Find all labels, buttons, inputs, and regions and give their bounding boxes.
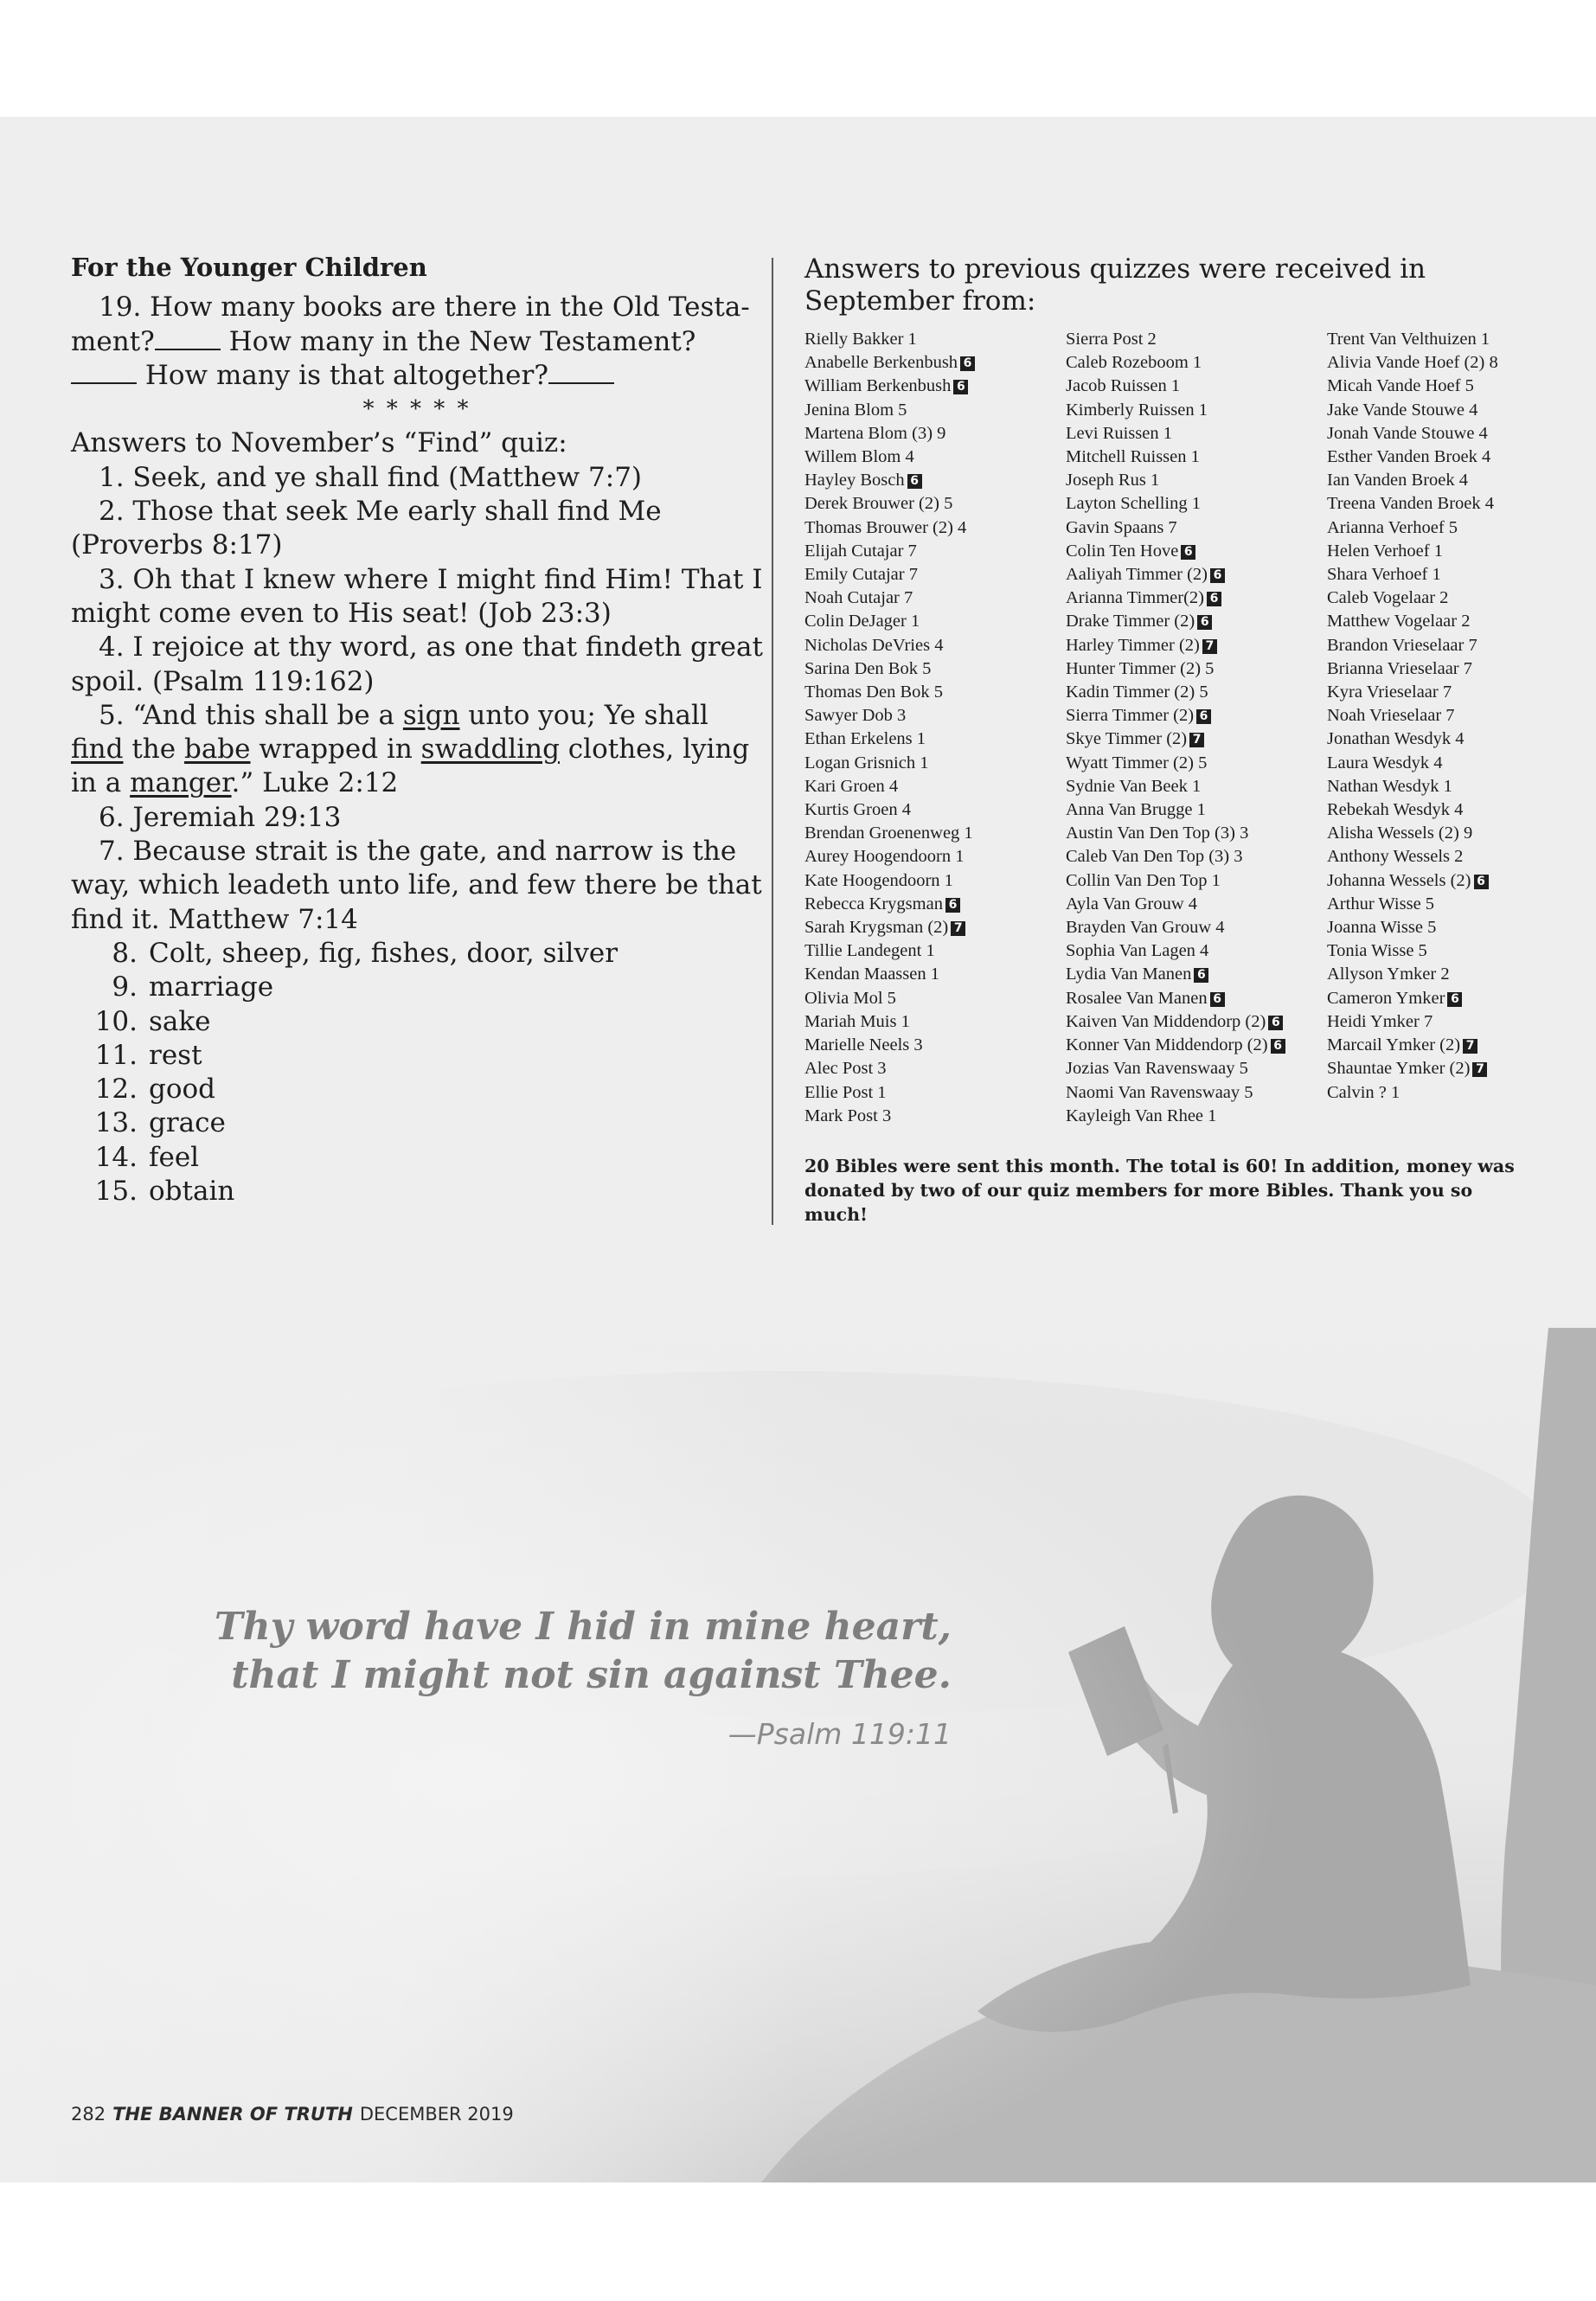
answer-5-text: wrapped in [250,734,421,766]
participant-name: Shara Verhoef 1 [1327,565,1441,585]
name-entry [1327,657,1535,681]
find-answer-7: 7. Because strait is the gate, and narrow is the way, which leadeth unto life, and few there be that find it. Matthew 7:14 [71,836,762,935]
answer-text: sake [149,1005,211,1037]
name-entry [804,657,1066,681]
count-badge: 6 [1207,592,1221,606]
participant-name: Esther Vanden Broek 4 [1327,447,1491,467]
participant-name: Drake Timmer (2) [1066,612,1195,631]
question-19-part-b: How many in the New Testament? [220,325,696,357]
name-entry [1066,893,1327,916]
participant-name: Matthew Vogelaar 2 [1327,612,1471,631]
name-entry [1327,939,1535,963]
participant-name: Elijah Cutajar 7 [804,541,917,561]
names-column-3 [1327,328,1535,1128]
name-entry [1327,399,1535,422]
underlined-word: find [71,734,124,766]
name-entry [1327,1034,1535,1057]
participant-name: Skye Timmer (2) [1066,729,1188,749]
page-number: 282 [71,2104,106,2125]
name-entry [1327,445,1535,469]
participant-name: Thomas Den Bok 5 [804,683,943,702]
answer-number: 11. [94,1039,138,1071]
find-answer-item [71,1005,763,1039]
name-entry [804,681,1066,704]
section-heading: For the Younger Children [71,253,427,282]
name-entry [1066,492,1327,516]
participant-name: Lydia Van Manen [1066,965,1192,984]
name-entry [804,563,1066,586]
name-entry [1327,916,1535,939]
name-entry [804,516,1066,540]
participant-name: Sarina Den Bok 5 [804,658,932,678]
participant-name: Hunter Timmer (2) 5 [1066,658,1215,678]
underlined-word: sign [402,699,460,731]
issue-date: DECEMBER 2019 [359,2104,514,2125]
answer-number: 9. [112,971,138,1003]
participant-name: Layton Schelling 1 [1066,494,1202,514]
name-entry [804,1010,1066,1034]
name-entry [1066,563,1327,586]
count-badge: 6 [907,474,922,489]
participant-name: Marielle Neels 3 [804,1035,923,1055]
name-entry [1327,752,1535,775]
participant-name: Ayla Van Grouw 4 [1066,894,1198,913]
participant-name: Gavin Spaans 7 [1066,517,1177,537]
name-entry [1327,516,1535,540]
participant-name: Jake Vande Stouwe 4 [1327,400,1478,420]
bibles-note: 20 Bibles were sent this month. The total is 60! In addition, money was donated by two of our quiz members for more Bibles. Thank you so much! [804,1155,1515,1225]
participant-name: Kate Hoogendoorn 1 [804,870,953,890]
name-entry [804,586,1066,610]
participant-name: Mariah Muis 1 [804,1011,910,1031]
participant-name: Sawyer Dob 3 [804,706,907,726]
participant-name: Heidi Ymker 7 [1327,1011,1433,1031]
answer-5-text: .” Luke 2:12 [231,767,399,799]
participant-name: Kurtis Groen 4 [804,800,911,820]
participant-name: Alec Post 3 [804,1059,887,1079]
name-entry [1066,704,1327,727]
participant-name: Sierra Post 2 [1066,330,1157,349]
find-answer-2: 2. Those that seek Me early shall find Me (Proverbs 8:17) [71,496,662,561]
participant-name: Kari Groen 4 [804,776,899,796]
participant-name: Caleb Vogelaar 2 [1327,588,1449,608]
answer-5-text: 5. “And this shall be a [99,699,403,731]
name-entry [804,1034,1066,1057]
name-entry [804,1105,1066,1128]
name-entry [1327,704,1535,727]
answer-number: 13. [94,1107,138,1139]
answer-number: 12. [94,1074,138,1106]
participant-name: Jonathan Wesdyk 4 [1327,729,1465,749]
name-entry [804,752,1066,775]
participant-name: Helen Verhoef 1 [1327,541,1443,561]
find-answer-item [71,1073,763,1106]
name-entry [804,822,1066,845]
find-answer-item [71,1141,763,1175]
participant-name: Allyson Ymker 2 [1327,965,1450,984]
name-entry [1327,845,1535,868]
name-entry [804,893,1066,916]
name-entry [804,798,1066,822]
column-divider [772,258,773,1225]
name-entry [804,775,1066,798]
name-entry [1066,681,1327,704]
name-entry [1066,634,1327,657]
answer-blank-3 [548,381,614,384]
name-entry [804,375,1066,398]
participant-name: Logan Grisnich 1 [804,753,929,772]
name-entry [1327,775,1535,798]
participant-name: Sophia Van Lagen 4 [1066,941,1209,961]
section-separator: * * * * * [362,396,471,423]
name-entry [804,987,1066,1010]
participant-name: Ethan Erkelens 1 [804,729,926,749]
name-entry [1066,775,1327,798]
younger-children-section [71,251,763,1208]
answer-text: grace [149,1107,226,1139]
find-answer-item [71,1039,763,1073]
count-badge: 6 [953,380,968,394]
name-entry [804,399,1066,422]
find-answers-short-list [71,937,763,1208]
name-entry [804,445,1066,469]
participant-name: Brayden Van Grouw 4 [1066,918,1225,938]
name-entry [1066,752,1327,775]
find-answer-3: 3. Oh that I knew where I might find Him! That I might come even to His seat! (Job 23:3) [71,563,763,629]
participant-name: Wyatt Timmer (2) 5 [1066,753,1208,772]
underlined-word: manger [130,767,232,799]
name-entry [1066,469,1327,492]
question-19 [71,291,763,393]
participant-name: Derek Brouwer (2) 5 [804,494,953,514]
name-entry [1327,727,1535,751]
answer-5-text: unto you; Ye shall [459,699,708,731]
answer-text: rest [149,1039,202,1071]
answer-number: 10. [94,1005,138,1037]
participant-name: Johanna Wessels (2) [1327,870,1471,890]
name-entry [1066,422,1327,445]
find-answer-4: 4. I rejoice at thy word, as one that findeth great spoil. (Psalm 119:162) [71,631,763,697]
name-entry [1327,1010,1535,1034]
name-entry [804,939,1066,963]
name-entry [1327,492,1535,516]
participant-name: Aaliyah Timmer (2) [1066,565,1208,585]
find-answers-list [71,461,763,937]
answer-number: 15. [94,1176,138,1208]
participant-name: Kaiven Van Middendorp (2) [1066,1011,1266,1031]
names-column-1 [804,328,1066,1128]
name-entry [804,540,1066,563]
question-19-part-a: 19. How many books are there in the Old Testa-ment? [71,292,750,357]
name-entry [1066,399,1327,422]
count-badge: 6 [1210,568,1225,583]
name-entry [1066,328,1327,351]
count-badge: 6 [1197,615,1212,630]
name-entry [1066,1010,1327,1034]
name-entry [1066,1081,1327,1105]
name-entry [1066,610,1327,633]
name-entry [1066,586,1327,610]
name-entry [804,963,1066,986]
participant-name: William Berkenbush [804,376,952,396]
participant-name: Tonia Wisse 5 [1327,941,1427,961]
participant-name: Jonah Vande Stouwe 4 [1327,423,1488,443]
name-entry [804,351,1066,375]
participant-name: Arianna Timmer(2) [1066,588,1204,608]
participant-name: Anna Van Brugge 1 [1066,800,1206,820]
count-badge: 7 [1463,1039,1477,1054]
participant-name: Colin DeJager 1 [804,612,920,631]
name-entry [1066,798,1327,822]
participant-name: Noah Vrieselaar 7 [1327,706,1455,726]
participant-name: Kyra Vrieselaar 7 [1327,683,1452,702]
name-entry [1066,375,1327,398]
participant-name: Trent Van Velthuizen 1 [1327,330,1490,349]
participant-name: Calvin ? 1 [1327,1082,1401,1102]
answer-blank-1 [155,348,221,350]
name-entry [1327,681,1535,704]
name-entry [1066,916,1327,939]
name-entry [1327,610,1535,633]
name-entry [804,634,1066,657]
name-entry [1066,963,1327,986]
name-entry [1327,798,1535,822]
participant-name: Arianna Verhoef 5 [1327,517,1458,537]
count-badge: 6 [1474,875,1489,889]
name-entry [1327,375,1535,398]
answer-text: marriage [149,971,274,1003]
underlined-word: babe [183,734,251,766]
count-badge: 7 [951,921,965,936]
count-badge: 6 [1194,968,1208,983]
name-entry [1327,1057,1535,1080]
answer-5-text: the [123,734,184,766]
name-entry [1066,657,1327,681]
name-entry [1327,328,1535,351]
participant-name: Rebekah Wesdyk 4 [1327,800,1464,820]
scripture-quote [215,1603,952,1700]
name-entry [804,727,1066,751]
participant-name: Kadin Timmer (2) 5 [1066,683,1208,702]
participant-name: Rebecca Krygsman [804,894,943,913]
participant-name: Konner Van Middendorp (2) [1066,1035,1268,1055]
participant-name: Kendan Maassen 1 [804,965,939,984]
publication-name: THE BANNER OF TRUTH [112,2104,353,2125]
participant-name: Willem Blom 4 [804,447,914,467]
quote-line-1: Thy word have I hid in mine heart, [214,1605,952,1649]
participant-name: Tillie Landegent 1 [804,941,935,961]
name-entry [1327,1081,1535,1105]
count-badge: 7 [1189,733,1204,747]
participant-name: Laura Wesdyk 4 [1327,753,1443,772]
find-quiz-intro: Answers to November’s “Find” quiz: [71,427,567,459]
name-entry [804,1057,1066,1080]
name-entry [1327,893,1535,916]
answer-text: feel [149,1141,200,1173]
participant-name: Joanna Wisse 5 [1327,918,1437,938]
count-badge: 6 [1447,992,1462,1007]
participant-name: Nathan Wesdyk 1 [1327,776,1452,796]
count-badge: 7 [1202,639,1217,654]
name-entry [1327,563,1535,586]
name-entry [1066,516,1327,540]
count-badge: 6 [960,356,975,371]
name-entry [1066,351,1327,375]
count-badge: 6 [1210,992,1225,1007]
participant-name: Brandon Vrieselaar 7 [1327,635,1477,655]
find-answer-item [71,1106,763,1140]
participant-name: Marcail Ymker (2) [1327,1035,1461,1055]
name-entry [1327,822,1535,845]
participant-name: Shauntae Ymker (2) [1327,1059,1471,1079]
page-footer [71,2104,514,2125]
name-entry [1327,351,1535,375]
participant-name: Jacob Ruissen 1 [1066,376,1181,396]
name-entry [804,610,1066,633]
count-badge: 6 [945,898,960,913]
participant-name: Sarah Krygsman (2) [804,918,949,938]
name-entry [804,328,1066,351]
name-entry [1327,634,1535,657]
participant-name: Brianna Vrieselaar 7 [1327,658,1473,678]
participant-name: Caleb Rozeboom 1 [1066,353,1202,373]
name-entry [1066,445,1327,469]
answer-text: obtain [149,1176,235,1208]
participant-name: Rielly Bakker 1 [804,330,917,349]
name-entry [1066,1057,1327,1080]
participant-name: Ian Vanden Broek 4 [1327,471,1469,490]
answers-received-title: Answers to previous quizzes were received in September from: [804,253,1426,317]
name-entry [804,869,1066,893]
participant-name: Brendan Groenenweg 1 [804,824,973,843]
count-badge: 7 [1472,1062,1487,1077]
participant-name: Arthur Wisse 5 [1327,894,1435,913]
participant-name: Kayleigh Van Rhee 1 [1066,1106,1217,1125]
participant-name: Collin Van Den Top 1 [1066,870,1221,890]
name-entry [1327,987,1535,1010]
name-entry [1327,963,1535,986]
participant-name: Treena Vanden Broek 4 [1327,494,1495,514]
name-entry [1327,422,1535,445]
name-entry [1327,586,1535,610]
participant-name: Sierra Timmer (2) [1066,706,1195,726]
participant-name: Caleb Van Den Top (3) 3 [1066,847,1243,867]
answer-5-text: clothes, lying in a [71,734,750,799]
participant-name: Anabelle Berkenbush [804,353,958,373]
participant-name: Naomi Van Ravenswaay 5 [1066,1082,1253,1102]
answer-blank-2 [71,381,137,384]
quote-reference: —Psalm 119:11 [727,1717,952,1751]
find-answer-5 [71,699,763,801]
find-answer-1: 1. Seek, and ye shall find (Matthew 7:7) [99,461,643,493]
names-table [804,328,1522,1128]
name-entry [1327,469,1535,492]
participant-name: Rosalee Van Manen [1066,988,1208,1008]
find-answer-item [71,937,763,971]
participant-name: Mark Post 3 [804,1106,892,1125]
participant-name: Levi Ruissen 1 [1066,423,1172,443]
name-entry [1066,1105,1327,1128]
participant-name: Kimberly Ruissen 1 [1066,400,1208,420]
name-entry [1066,822,1327,845]
find-answer-6: 6. Jeremiah 29:13 [99,801,342,833]
name-entry [804,492,1066,516]
participant-name: Jenina Blom 5 [804,400,907,420]
quote-line-2: that I might not sin against Thee. [231,1653,952,1697]
participant-name: Cameron Ymker [1327,988,1445,1008]
count-badge: 6 [1196,709,1211,724]
name-entry [1066,540,1327,563]
participant-name: Mitchell Ruissen 1 [1066,447,1200,467]
participant-name: Emily Cutajar 7 [804,565,918,585]
participant-name: Martena Blom (3) 9 [804,423,946,443]
count-badge: 6 [1181,545,1195,560]
participant-name: Alivia Vande Hoef (2) 8 [1327,353,1498,373]
participant-name: Alisha Wessels (2) 9 [1327,824,1473,843]
participant-name: Hayley Bosch [804,471,905,490]
count-badge: 6 [1268,1016,1283,1030]
participant-name: Colin Ten Hove [1066,541,1179,561]
participant-name: Nicholas DeVries 4 [804,635,944,655]
participant-name: Anthony Wessels 2 [1327,847,1464,867]
name-entry [1066,869,1327,893]
participant-name: Ellie Post 1 [804,1082,887,1102]
answers-received-section [804,253,1522,1227]
participant-name: Joseph Rus 1 [1066,471,1160,490]
answer-number: 14. [94,1141,138,1173]
participant-name: Sydnie Van Beek 1 [1066,776,1202,796]
name-entry [1066,939,1327,963]
answer-number: 8. [112,937,138,969]
name-entry [804,916,1066,939]
name-entry [804,469,1066,492]
names-column-2 [1066,328,1327,1128]
count-badge: 6 [1271,1039,1285,1054]
participant-name: Harley Timmer (2) [1066,635,1200,655]
participant-name: Micah Vande Hoef 5 [1327,376,1474,396]
name-entry [1066,727,1327,751]
name-entry [1327,540,1535,563]
name-entry [804,704,1066,727]
find-answer-item [71,1175,763,1208]
name-entry [1327,869,1535,893]
participant-name: Jozias Van Ravenswaay 5 [1066,1059,1248,1079]
participant-name: Thomas Brouwer (2) 4 [804,517,967,537]
name-entry [804,1081,1066,1105]
find-answer-item [71,971,763,1004]
participant-name: Austin Van Den Top (3) 3 [1066,824,1249,843]
name-entry [804,845,1066,868]
name-entry [1066,845,1327,868]
participant-name: Olivia Mol 5 [804,988,896,1008]
name-entry [1066,987,1327,1010]
underlined-word: swaddling [420,734,560,766]
name-entry [1066,1034,1327,1057]
participant-name: Aurey Hoogendoorn 1 [804,847,965,867]
answer-text: good [149,1074,216,1106]
name-entry [804,422,1066,445]
answer-text: Colt, sheep, fig, fishes, door, silver [149,937,619,969]
question-19-part-c: How many is that altogether? [137,359,548,391]
participant-name: Noah Cutajar 7 [804,588,913,608]
